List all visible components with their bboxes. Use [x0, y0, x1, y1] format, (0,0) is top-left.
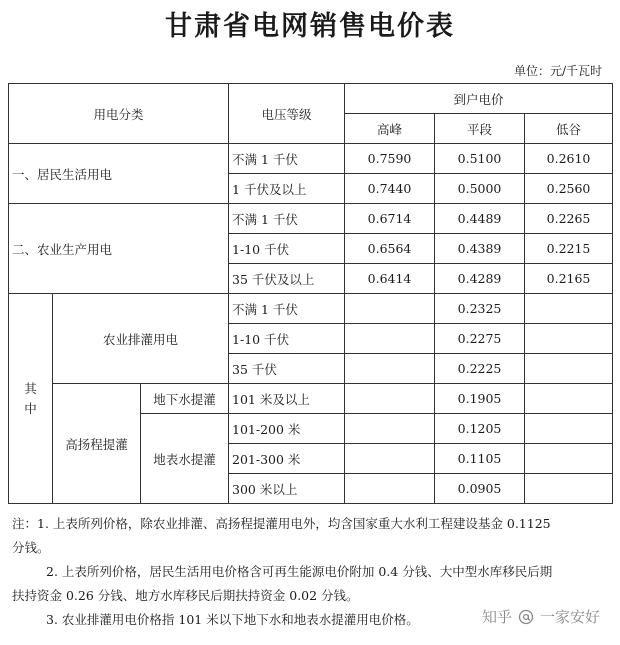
peak-price-cell [345, 384, 435, 414]
watermark [478, 604, 604, 629]
header-category: 用电分类 [9, 84, 229, 144]
valley-price-cell [525, 474, 613, 504]
voltage-cell: 1-10 千伏 [229, 324, 345, 354]
peak-price-cell [345, 294, 435, 324]
flat-price-cell: 0.4389 [435, 234, 525, 264]
valley-price-cell: 0.2560 [525, 174, 613, 204]
voltage-cell: 101-200 米 [229, 414, 345, 444]
among-char-1: 其 [24, 380, 37, 396]
table-row [9, 144, 613, 174]
peak-price-cell: 0.6414 [345, 264, 435, 294]
peak-price-cell [345, 444, 435, 474]
valley-price-cell [525, 414, 613, 444]
category-residential: 一、居民生活用电 [9, 144, 229, 204]
flat-price-cell: 0.1905 [435, 384, 525, 414]
flat-price-cell: 0.1105 [435, 444, 525, 474]
valley-price-cell [525, 324, 613, 354]
flat-price-cell: 0.2225 [435, 354, 525, 384]
page-title: 甘肃省电网销售电价表 [165, 11, 455, 42]
note-2-line-1: 2. 上表所列价格，居民生活用电价格含可再生能源电价附加 0.4 分钱、大中型水库移民后期 [46, 564, 553, 579]
peak-price-cell [345, 324, 435, 354]
peak-price-cell: 0.7440 [345, 174, 435, 204]
at-icon [518, 609, 534, 625]
unit-label: 单位：元/千瓦时 [513, 64, 602, 78]
peak-price-cell: 0.6714 [345, 204, 435, 234]
valley-price-cell [525, 294, 613, 324]
voltage-cell: 不满 1 千伏 [229, 294, 345, 324]
flat-price-cell: 0.0905 [435, 474, 525, 504]
table-row [9, 294, 613, 324]
voltage-cell: 101 米及以上 [229, 384, 345, 414]
valley-price-cell [525, 384, 613, 414]
flat-price-cell: 0.2325 [435, 294, 525, 324]
valley-price-cell: 0.2215 [525, 234, 613, 264]
valley-price-cell: 0.2165 [525, 264, 613, 294]
header-voltage: 电压等级 [229, 84, 345, 144]
voltage-cell: 201-300 米 [229, 444, 345, 474]
peak-price-cell [345, 414, 435, 444]
voltage-cell: 1 千伏及以上 [229, 174, 345, 204]
flat-price-cell: 0.4489 [435, 204, 525, 234]
voltage-cell: 1-10 千伏 [229, 234, 345, 264]
voltage-cell: 不满 1 千伏 [229, 144, 345, 174]
header-row-1 [9, 84, 613, 114]
voltage-cell: 不满 1 千伏 [229, 204, 345, 234]
subcategory-surface: 地表水提灌 [141, 414, 229, 504]
flat-price-cell: 0.4289 [435, 264, 525, 294]
voltage-cell: 35 千伏及以上 [229, 264, 345, 294]
peak-price-cell [345, 354, 435, 384]
subcategory-groundwater: 地下水提灌 [141, 384, 229, 414]
watermark-author: 一家安好 [539, 608, 600, 626]
note-1-line-2: 分钱。 [12, 540, 50, 555]
category-high-lift: 高扬程提灌 [53, 384, 141, 504]
category-agricultural: 二、农业生产用电 [9, 204, 229, 294]
header-valley: 低谷 [525, 114, 613, 144]
watermark-site: 知乎 [481, 608, 512, 626]
table-row [9, 384, 613, 414]
flat-price-cell: 0.5000 [435, 174, 525, 204]
note-1-line-1: 注：1. 上表所列价格，除农业排灌、高扬程提灌用电外，均含国家重大水利工程建设基金 0.1125 [12, 516, 551, 531]
valley-price-cell [525, 354, 613, 384]
category-irrigation: 农业排灌用电 [53, 294, 229, 384]
header-peak: 高峰 [345, 114, 435, 144]
flat-price-cell: 0.5100 [435, 144, 525, 174]
note-3: 3. 农业排灌用电价格指 101 米以下地下水和地表水提灌用电价格。 [46, 612, 419, 627]
header-price: 到户电价 [345, 84, 613, 114]
valley-price-cell: 0.2265 [525, 204, 613, 234]
note-2-line-2: 扶持资金 0.26 分钱、地方水库移民后期扶持资金 0.02 分钱。 [12, 588, 359, 603]
among-char-2: 中 [24, 400, 37, 416]
flat-price-cell: 0.2275 [435, 324, 525, 354]
among-label [9, 294, 53, 504]
voltage-cell: 35 千伏 [229, 354, 345, 384]
price-table [8, 83, 613, 504]
peak-price-cell: 0.7590 [345, 144, 435, 174]
header-flat: 平段 [435, 114, 525, 144]
peak-price-cell [345, 474, 435, 504]
peak-price-cell: 0.6564 [345, 234, 435, 264]
valley-price-cell [525, 444, 613, 474]
voltage-cell: 300 米以上 [229, 474, 345, 504]
valley-price-cell: 0.2610 [525, 144, 613, 174]
table-row [9, 204, 613, 234]
flat-price-cell: 0.1205 [435, 414, 525, 444]
